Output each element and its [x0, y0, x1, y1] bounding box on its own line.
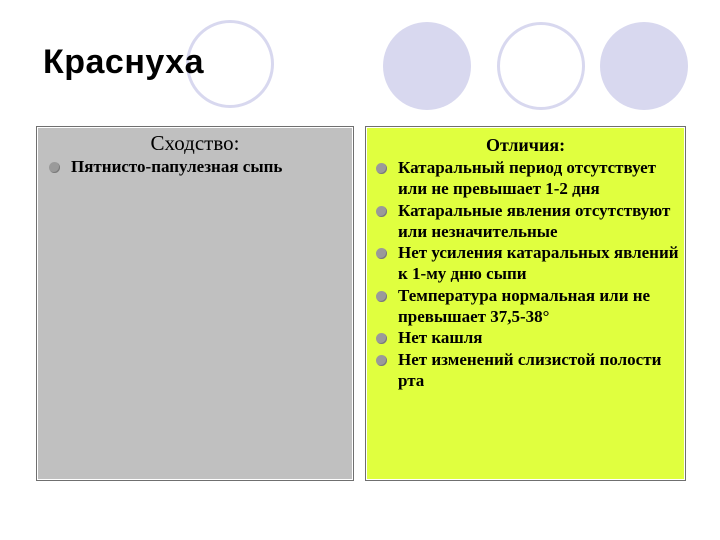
- list-item-text: Нет усиления катаральных явлений к 1-му дню сыпи: [398, 243, 679, 283]
- bullet-dot-icon: [376, 291, 387, 302]
- differences-list: [376, 157, 681, 391]
- bullet-dot-icon: [376, 333, 387, 344]
- list-item: [376, 349, 681, 391]
- decorative-circle-outline-2: [497, 22, 585, 110]
- bullet-dot-icon: [376, 163, 387, 174]
- list-item: [376, 285, 681, 327]
- list-item: [376, 157, 681, 199]
- differences-panel: [365, 126, 686, 481]
- bullet-dot-icon: [376, 248, 387, 259]
- list-item: [376, 327, 681, 348]
- similarities-list: [49, 156, 349, 178]
- similarities-heading: Сходство:: [150, 131, 240, 155]
- list-item-text: Пятнисто-папулезная сыпь: [71, 157, 283, 176]
- list-item-text: Катаральные явления отсутствуют или незначительные: [398, 200, 671, 241]
- bullet-dot-icon: [376, 355, 387, 366]
- list-item: [376, 242, 681, 284]
- list-item: [49, 156, 349, 177]
- bullet-dot-icon: [376, 206, 387, 217]
- list-item-text: Нет кашля: [398, 328, 483, 347]
- differences-heading: Отличия:: [485, 135, 566, 155]
- similarities-panel: [36, 126, 354, 481]
- slide-title: Краснуха: [43, 43, 205, 81]
- list-item-text: Катаральный период отсутствует или не превышает 1-2 дня: [398, 158, 656, 198]
- decorative-circle-filled-1: [383, 22, 471, 110]
- list-item: [376, 200, 681, 242]
- bullet-dot-icon: [49, 162, 60, 173]
- list-item-text: Температура нормальная или не превышает 37,5-38°: [398, 285, 651, 326]
- decorative-circle-filled-2: [600, 22, 688, 110]
- list-item-text: Нет изменений слизистой полости рта: [398, 349, 662, 390]
